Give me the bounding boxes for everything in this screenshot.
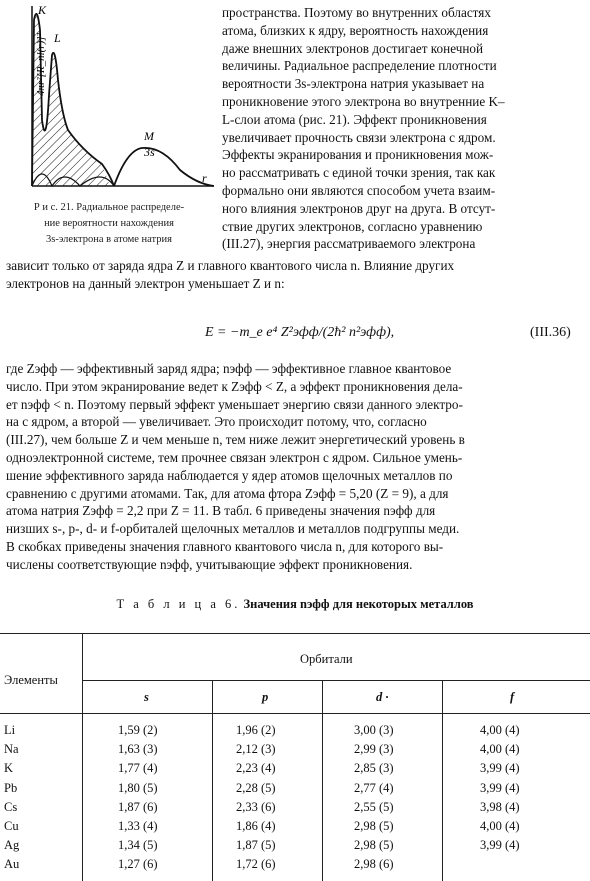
table-cell-p: 2,33 (6)	[236, 799, 276, 814]
table-vrule	[212, 680, 213, 881]
table-cell-d: 3,00 (3)	[354, 723, 394, 737]
table-vrule	[82, 633, 83, 881]
text-line: проникновение этого электрона во внутренние K–	[222, 93, 505, 109]
text-line: числены соответствующие nэфф, учитывающие эффект проникновения.	[6, 556, 413, 572]
column-header-f: f	[510, 690, 515, 704]
radial-distribution-plot	[2, 0, 214, 200]
table-cell-d: 2,85 (3)	[354, 761, 394, 776]
table-cell-s: 1,87 (6)	[118, 799, 158, 814]
text-line: даже внешних электронов достигает конечной	[222, 40, 484, 56]
peak-label-3s: 3s	[144, 145, 155, 159]
y-axis-label: 4πr²[R_nl(r)]²	[35, 33, 47, 96]
formula-iii-36	[0, 325, 590, 347]
text-line: зависит только от заряда ядра Z и главного квантового числа n. Влияние других	[6, 258, 455, 273]
table-cell-d: 2,98 (5)	[354, 838, 394, 853]
text-line: пространства. Поэтому во внутренних областях	[222, 5, 491, 20]
table-cell-element: Au	[4, 857, 20, 872]
table-cell-element: Cs	[4, 799, 18, 814]
table-cell-s: 1,27 (6)	[118, 857, 158, 872]
table-cell-f: 4,00 (4)	[480, 723, 520, 737]
text-line: увеличивает прочность связи электрона с ядром.	[222, 129, 496, 145]
text-line: шение эффективного заряда наблюдается у ядер атомов щелочных металлов по	[6, 467, 453, 483]
formula-number: (III.36)	[530, 325, 571, 340]
table-cell-d: 2,77 (4)	[354, 780, 394, 795]
table-cell-p: 1,72 (6)	[236, 857, 276, 872]
text-line: вероятности 3s-электрона натрия указывает на	[222, 76, 485, 92]
text-line: (III.27), чем больше Z и чем меньше n, тем ниже лежит энергетический уровень в	[6, 432, 465, 448]
table-cell-p: 1,86 (4)	[236, 819, 276, 833]
x-axis-label: r	[202, 171, 207, 185]
table-header-rule	[0, 713, 590, 714]
table-cell-f: 4,00 (4)	[480, 742, 520, 757]
table-cell-element: Pb	[4, 780, 18, 795]
text-line: сравнению с другими атомами. Так, для атома фтора Zэфф = 5,20 (Z = 9), а для	[6, 485, 449, 501]
column-header-s: s	[144, 690, 149, 704]
text-line: (III.27), энергия рассматриваемого электрона	[222, 236, 476, 252]
text-line: Эффекты экранирования и проникновения мож-	[222, 147, 494, 163]
table-cell-s: 1,33 (4)	[118, 819, 158, 833]
table-cell-f: 3,98 (4)	[480, 799, 520, 814]
figure-caption	[4, 200, 214, 248]
text-line: ствие других электронов, согласно уравнению	[222, 218, 483, 234]
table-cell-s: 1,34 (5)	[118, 838, 158, 853]
formula-expression: E = −m_e e⁴ Z²эфф/(2ħ² n²эфф),	[205, 325, 395, 340]
table-cell-p: 2,23 (4)	[236, 761, 276, 776]
table-cell-s: 1,63 (3)	[118, 742, 158, 757]
table-cell-element: Na	[4, 742, 19, 757]
text-line: низших s-, p-, d- и f-орбиталей щелочных металлов и металлов подгруппы меди.	[6, 521, 460, 537]
table-cell-s: 1,80 (5)	[118, 780, 158, 795]
text-line: электронов на данный электрон уменьшает Z и n:	[6, 275, 285, 291]
table-title	[0, 597, 590, 612]
paragraph-right-column	[222, 4, 582, 253]
table-cell-s: 1,77 (4)	[118, 761, 158, 776]
paragraph-full-1	[6, 257, 582, 293]
table-cell-f: 3,99 (4)	[480, 780, 520, 795]
table-cell-element: Cu	[4, 819, 19, 833]
table-title-prefix: Т а б л и ц а 6.	[116, 597, 241, 611]
table-cell-d: 2,98 (5)	[354, 819, 394, 833]
table-group-header: Орбитали	[300, 652, 353, 666]
text-line: атома натрия Zэфф = 2,2 при Z = 11. В табл. 6 приведены значения nэфф для	[6, 503, 436, 519]
text-line: но рассматривать с единой точки зрения, так как	[222, 165, 496, 181]
text-line: L-слои атома (рис. 21). Эффект проникновения	[222, 111, 487, 127]
column-header-d: d ·	[376, 690, 389, 704]
table-cell-element: Li	[4, 723, 16, 737]
table-top-rule	[0, 633, 590, 634]
peak-label-k: K	[38, 3, 47, 17]
peak-label-l: L	[54, 31, 61, 45]
paragraph-full-2	[6, 360, 582, 574]
figure-radial-distribution	[2, 0, 214, 250]
text-line: где Zэфф — эффективный заряд ядра; nэфф — эффективное главное квантовое	[6, 361, 452, 376]
table-cell-s: 1,59 (2)	[118, 723, 158, 737]
text-line: В скобках приведены значения главного квантового числа n, для которого вы-	[6, 538, 444, 554]
text-line: величины. Радиальное распределение плотности	[222, 58, 497, 74]
curve-3s-peak	[114, 148, 214, 186]
text-line: ного влияния электронов друг на друга. В отсут-	[222, 200, 496, 216]
table-cell-p: 1,87 (5)	[236, 838, 276, 853]
table-cell-f: 4,00 (4)	[480, 819, 520, 833]
peak-label-m: M	[144, 129, 154, 143]
table-cell-element: K	[4, 761, 14, 776]
table-vrule	[322, 680, 323, 881]
table-cell-d: 2,99 (3)	[354, 742, 394, 757]
table-row-header: Элементы	[4, 673, 58, 687]
table-group-rule	[82, 680, 590, 681]
text-line: формально они являются способом учета взаим-	[222, 182, 496, 198]
text-line: ет nэфф < n. Поэтому первый эффект уменьшает энергию связи данного электро-	[6, 396, 463, 412]
caption-line: Р и с. 21. Радиальное распределе-	[33, 202, 185, 213]
table-cell-d: 2,55 (5)	[354, 799, 394, 814]
caption-line: ние вероятности нахождения	[44, 218, 174, 229]
table-cell-element: Ag	[4, 838, 20, 853]
column-header-p: p	[262, 690, 269, 704]
table-cell-f: 3,99 (4)	[480, 838, 520, 853]
text-line: атома, близких к ядру, вероятность нахождения	[222, 22, 489, 38]
text-line: на с ядром, а второй — увеличивает. Это происходит потому, что, согласно	[6, 414, 427, 430]
table-vrule	[442, 680, 443, 881]
table-title-text: Значения nэфф для некоторых металлов	[243, 597, 474, 611]
table-cell-p: 1,96 (2)	[236, 723, 276, 737]
text-line: число. При этом экранирование ведет к Zэфф < Z, а эффект проникновения дела-	[6, 378, 463, 394]
table-cell-d: 2,98 (6)	[354, 857, 394, 872]
table-cell-p: 2,28 (5)	[236, 780, 276, 795]
table-cell-f: 3,99 (4)	[480, 761, 520, 776]
text-line: одноэлектронной системе, тем прочнее связан электрон с ядром. Сильное умень-	[6, 449, 463, 465]
table-cell-p: 2,12 (3)	[236, 742, 276, 757]
caption-line: 3s-электрона в атоме натрия	[46, 234, 172, 245]
